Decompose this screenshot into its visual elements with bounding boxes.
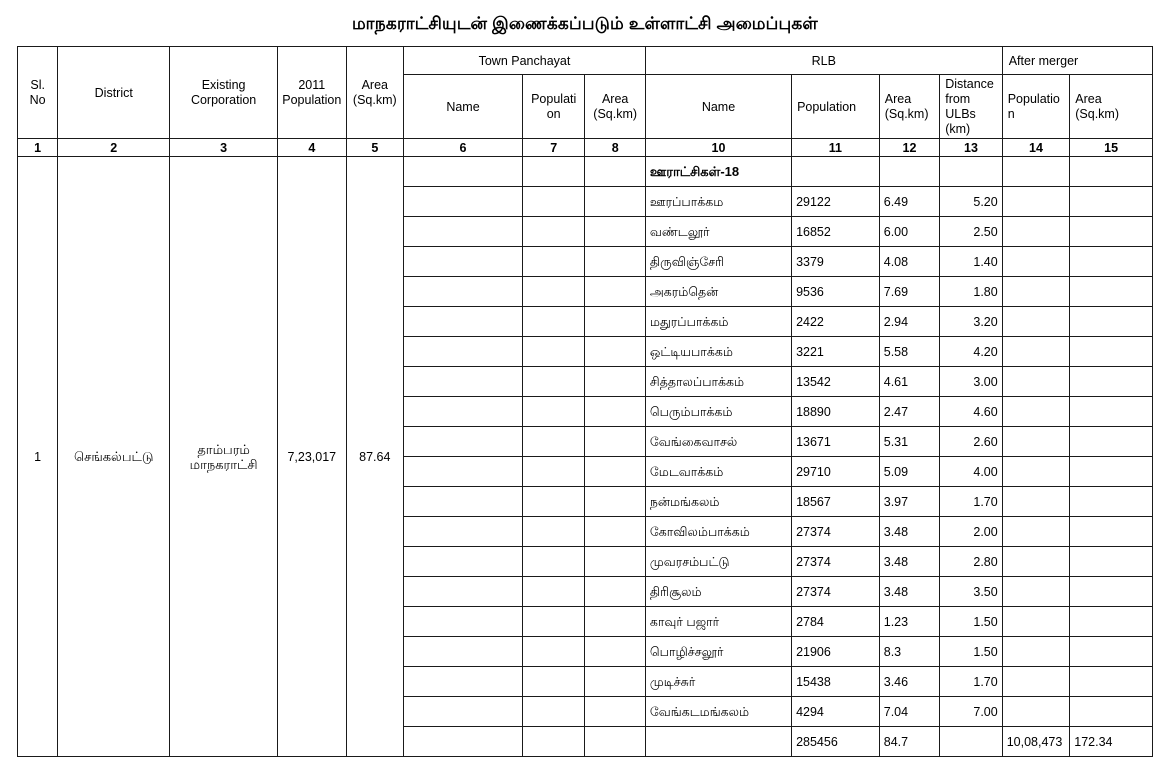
cell-rlb-population: 2784	[792, 607, 880, 637]
cell-tp-area	[585, 667, 645, 697]
cell-after-merger-population	[1002, 277, 1070, 307]
cell-tp-name	[404, 457, 523, 487]
cell-rlb-area: 7.69	[879, 277, 939, 307]
cell-after-merger-area	[1070, 697, 1153, 727]
cell-after-merger-area	[1070, 157, 1153, 187]
column-number: 4	[278, 139, 347, 157]
cell-rlb-population: 21906	[792, 637, 880, 667]
cell-tp-population	[522, 607, 584, 637]
cell-tp-area	[585, 427, 645, 457]
cell-rlb-area	[879, 157, 939, 187]
column-number: 10	[645, 139, 791, 157]
cell-tp-name	[404, 157, 523, 187]
column-number: 5	[346, 139, 403, 157]
cell-tp-population	[522, 427, 584, 457]
cell-tp-area	[585, 607, 645, 637]
cell-tp-population	[522, 277, 584, 307]
cell-tp-area	[585, 577, 645, 607]
cell-tp-population	[522, 577, 584, 607]
cell-after-merger-population	[1002, 517, 1070, 547]
col-header-tp-area: Area (Sq.km)	[585, 75, 645, 139]
cell-after-merger-population	[1002, 637, 1070, 667]
cell-rlb-name: பெரும்பாக்கம்	[645, 397, 791, 427]
cell-2011-population: 7,23,017	[278, 157, 347, 757]
cell-after-merger-population	[1002, 697, 1070, 727]
cell-tp-population	[522, 457, 584, 487]
cell-after-merger-population	[1002, 427, 1070, 457]
cell-after-merger-area	[1070, 577, 1153, 607]
cell-after-merger-population	[1002, 397, 1070, 427]
cell-rlb-distance: 1.50	[940, 607, 1003, 637]
cell-tp-name	[404, 517, 523, 547]
cell-rlb-name: நன்மங்கலம்	[645, 487, 791, 517]
cell-tp-name	[404, 577, 523, 607]
header-group-row	[18, 47, 1153, 75]
cell-rlb-area: 5.58	[879, 337, 939, 367]
cell-after-merger-population	[1002, 367, 1070, 397]
cell-after-merger-population	[1002, 667, 1070, 697]
cell-rlb-distance: 1.70	[940, 487, 1003, 517]
cell-rlb-name: கோவிலம்பாக்கம்	[645, 517, 791, 547]
cell-tp-population	[522, 697, 584, 727]
col-header-after-merger-population: Populatio n	[1002, 75, 1070, 139]
cell-rlb-name: முவரசம்பட்டு	[645, 547, 791, 577]
cell-tp-name	[404, 307, 523, 337]
cell-tp-population	[522, 727, 584, 757]
cell-rlb-population: 29710	[792, 457, 880, 487]
cell-tp-name	[404, 187, 523, 217]
cell-rlb-population: 29122	[792, 187, 880, 217]
cell-rlb-name: ஊரப்பாக்கம	[645, 187, 791, 217]
cell-rlb-area: 3.48	[879, 577, 939, 607]
cell-rlb-population	[792, 157, 880, 187]
local-bodies-merger-table	[17, 46, 1153, 757]
cell-rlb-population: 4294	[792, 697, 880, 727]
cell-rlb-population: 2422	[792, 307, 880, 337]
cell-rlb-area: 8.3	[879, 637, 939, 667]
cell-rlb-population: 3379	[792, 247, 880, 277]
cell-rlb-population: 18890	[792, 397, 880, 427]
column-number: 12	[879, 139, 939, 157]
cell-after-merger-population	[1002, 307, 1070, 337]
cell-tp-area	[585, 727, 645, 757]
col-header-district: District	[58, 47, 170, 139]
cell-after-merger-area	[1070, 337, 1153, 367]
cell-rlb-area: 4.61	[879, 367, 939, 397]
cell-rlb-distance: 7.00	[940, 697, 1003, 727]
cell-tp-name	[404, 667, 523, 697]
column-number: 8	[585, 139, 645, 157]
column-number: 13	[940, 139, 1003, 157]
col-header-tp-name: Name	[404, 75, 523, 139]
cell-rlb-distance: 2.80	[940, 547, 1003, 577]
cell-after-merger-population	[1002, 607, 1070, 637]
cell-rlb-area: 7.04	[879, 697, 939, 727]
cell-rlb-name: மேடவாக்கம்	[645, 457, 791, 487]
cell-tp-population	[522, 187, 584, 217]
cell-total-rlb-population: 285456	[792, 727, 880, 757]
col-header-sl-no: Sl. No	[18, 47, 58, 139]
col-header-after-merger-area: Area (Sq.km)	[1070, 75, 1153, 139]
cell-total-after-merger-population: 10,08,473	[1002, 727, 1070, 757]
cell-after-merger-area	[1070, 667, 1153, 697]
cell-rlb-area: 3.46	[879, 667, 939, 697]
cell-rlb-distance: 4.00	[940, 457, 1003, 487]
cell-rlb-distance: 2.60	[940, 427, 1003, 457]
cell-tp-population	[522, 217, 584, 247]
cell-after-merger-area	[1070, 487, 1153, 517]
cell-rlb-population: 18567	[792, 487, 880, 517]
cell-rlb-population: 9536	[792, 277, 880, 307]
cell-after-merger-population	[1002, 217, 1070, 247]
col-header-tp-population: Populati on	[522, 75, 584, 139]
cell-tp-name	[404, 487, 523, 517]
cell-after-merger-population	[1002, 547, 1070, 577]
cell-rlb-name: சித்தாலப்பாக்கம்	[645, 367, 791, 397]
cell-rlb-area: 6.49	[879, 187, 939, 217]
cell-tp-name	[404, 247, 523, 277]
cell-rlb-population: 16852	[792, 217, 880, 247]
cell-rlb-population: 27374	[792, 577, 880, 607]
cell-after-merger-population	[1002, 577, 1070, 607]
cell-tp-population	[522, 547, 584, 577]
cell-rlb-area: 3.48	[879, 547, 939, 577]
table-container	[0, 46, 1170, 757]
col-header-rlb-population: Population	[792, 75, 880, 139]
cell-rlb-name-total	[645, 727, 791, 757]
cell-after-merger-area	[1070, 637, 1153, 667]
cell-tp-area	[585, 637, 645, 667]
cell-rlb-population: 27374	[792, 547, 880, 577]
cell-rlb-name: ஒட்டியபாக்கம்	[645, 337, 791, 367]
cell-rlb-name: காவுர் பஜார்	[645, 607, 791, 637]
cell-sl-no: 1	[18, 157, 58, 757]
cell-rlb-distance: 5.20	[940, 187, 1003, 217]
cell-tp-name	[404, 397, 523, 427]
cell-rlb-area: 4.08	[879, 247, 939, 277]
cell-rlb-area: 3.48	[879, 517, 939, 547]
column-number: 14	[1002, 139, 1070, 157]
cell-tp-name	[404, 367, 523, 397]
cell-rlb-name: முடிச்சுர்	[645, 667, 791, 697]
cell-rlb-distance: 3.50	[940, 577, 1003, 607]
table-body	[18, 157, 1153, 757]
cell-tp-area	[585, 457, 645, 487]
cell-after-merger-population	[1002, 457, 1070, 487]
cell-rlb-distance: 3.20	[940, 307, 1003, 337]
cell-rlb-group-label: ஊராட்சிகள்-18	[645, 157, 791, 187]
cell-rlb-area: 1.23	[879, 607, 939, 637]
col-header-2011-population: 2011 Population	[278, 47, 347, 139]
table-row	[18, 157, 1153, 187]
cell-tp-population	[522, 517, 584, 547]
cell-tp-name	[404, 427, 523, 457]
cell-rlb-population: 15438	[792, 667, 880, 697]
cell-tp-name	[404, 607, 523, 637]
column-number: 1	[18, 139, 58, 157]
cell-rlb-distance: 1.80	[940, 277, 1003, 307]
cell-tp-name	[404, 217, 523, 247]
cell-after-merger-population	[1002, 247, 1070, 277]
cell-tp-name	[404, 727, 523, 757]
cell-tp-population	[522, 667, 584, 697]
cell-rlb-area: 5.31	[879, 427, 939, 457]
cell-tp-population	[522, 637, 584, 667]
cell-rlb-distance: 2.00	[940, 517, 1003, 547]
cell-area: 87.64	[346, 157, 403, 757]
cell-tp-population	[522, 487, 584, 517]
cell-rlb-name: அகரம்தென்	[645, 277, 791, 307]
cell-tp-name	[404, 337, 523, 367]
cell-rlb-area: 2.47	[879, 397, 939, 427]
cell-tp-area	[585, 337, 645, 367]
column-number: 7	[522, 139, 584, 157]
cell-total-rlb-area: 84.7	[879, 727, 939, 757]
cell-rlb-population: 27374	[792, 517, 880, 547]
cell-rlb-distance: 4.20	[940, 337, 1003, 367]
cell-tp-name	[404, 277, 523, 307]
column-number: 2	[58, 139, 170, 157]
cell-rlb-area: 2.94	[879, 307, 939, 337]
cell-tp-name	[404, 547, 523, 577]
cell-tp-area	[585, 217, 645, 247]
cell-tp-population	[522, 157, 584, 187]
cell-tp-area	[585, 187, 645, 217]
cell-rlb-distance: 2.50	[940, 217, 1003, 247]
cell-tp-area	[585, 277, 645, 307]
cell-rlb-area: 6.00	[879, 217, 939, 247]
cell-existing-corporation: தாம்பரம் மாநகராட்சி	[170, 157, 278, 757]
cell-after-merger-population	[1002, 337, 1070, 367]
cell-tp-area	[585, 487, 645, 517]
cell-after-merger-area	[1070, 517, 1153, 547]
cell-tp-area	[585, 547, 645, 577]
column-number: 11	[792, 139, 880, 157]
cell-rlb-name: வேங்கடமங்கலம்	[645, 697, 791, 727]
cell-rlb-area: 5.09	[879, 457, 939, 487]
cell-tp-population	[522, 337, 584, 367]
col-header-rlb-name: Name	[645, 75, 791, 139]
cell-after-merger-population	[1002, 187, 1070, 217]
group-header-rlb: RLB	[645, 47, 1002, 75]
cell-after-merger-area	[1070, 457, 1153, 487]
col-header-rlb-distance: Distance from ULBs (km)	[940, 75, 1003, 139]
cell-tp-area	[585, 397, 645, 427]
cell-tp-population	[522, 397, 584, 427]
table-header	[18, 47, 1153, 157]
cell-rlb-area: 3.97	[879, 487, 939, 517]
cell-tp-area	[585, 517, 645, 547]
col-header-rlb-area: Area (Sq.km)	[879, 75, 939, 139]
cell-tp-name	[404, 637, 523, 667]
page-title: மாநகராட்சியுடன் இணைக்கப்படும் உள்ளாட்சி அமைப்புகள்	[352, 14, 818, 33]
cell-tp-name	[404, 697, 523, 727]
cell-rlb-name: திரிசூலம்	[645, 577, 791, 607]
column-number: 15	[1070, 139, 1153, 157]
cell-tp-population	[522, 367, 584, 397]
group-header-town-panchayat: Town Panchayat	[404, 47, 646, 75]
cell-rlb-distance: 1.50	[940, 637, 1003, 667]
cell-after-merger-area	[1070, 547, 1153, 577]
cell-rlb-name: பொழிச்சலூர்	[645, 637, 791, 667]
group-header-after-merger: After merger	[1002, 47, 1152, 75]
cell-after-merger-area	[1070, 277, 1153, 307]
cell-tp-area	[585, 697, 645, 727]
cell-rlb-distance: 3.00	[940, 367, 1003, 397]
cell-after-merger-area	[1070, 187, 1153, 217]
cell-after-merger-area	[1070, 247, 1153, 277]
cell-after-merger-area	[1070, 217, 1153, 247]
column-number: 6	[404, 139, 523, 157]
cell-rlb-population: 3221	[792, 337, 880, 367]
cell-rlb-population: 13671	[792, 427, 880, 457]
cell-tp-area	[585, 307, 645, 337]
cell-after-merger-area	[1070, 367, 1153, 397]
cell-district: செங்கல்பட்டு	[58, 157, 170, 757]
cell-after-merger-area	[1070, 427, 1153, 457]
cell-rlb-name: வேங்கைவாசல்	[645, 427, 791, 457]
column-number: 3	[170, 139, 278, 157]
cell-total-after-merger-area: 172.34	[1070, 727, 1153, 757]
cell-rlb-name: மதுரப்பாக்கம்	[645, 307, 791, 337]
cell-total-rlb-distance	[940, 727, 1003, 757]
column-number-row	[18, 139, 1153, 157]
cell-after-merger-area	[1070, 397, 1153, 427]
cell-after-merger-area	[1070, 307, 1153, 337]
col-header-existing-corporation: Existing Corporation	[170, 47, 278, 139]
cell-tp-area	[585, 367, 645, 397]
col-header-area: Area (Sq.km)	[346, 47, 403, 139]
cell-rlb-distance: 1.70	[940, 667, 1003, 697]
cell-after-merger-population	[1002, 157, 1070, 187]
cell-rlb-distance	[940, 157, 1003, 187]
cell-rlb-name: திருவிஞ்சேரி	[645, 247, 791, 277]
cell-after-merger-population	[1002, 487, 1070, 517]
cell-tp-area	[585, 247, 645, 277]
cell-rlb-name: வண்டலூர்	[645, 217, 791, 247]
cell-rlb-distance: 1.40	[940, 247, 1003, 277]
cell-after-merger-area	[1070, 607, 1153, 637]
cell-rlb-distance: 4.60	[940, 397, 1003, 427]
cell-tp-population	[522, 247, 584, 277]
cell-tp-population	[522, 307, 584, 337]
cell-tp-area	[585, 157, 645, 187]
cell-rlb-population: 13542	[792, 367, 880, 397]
